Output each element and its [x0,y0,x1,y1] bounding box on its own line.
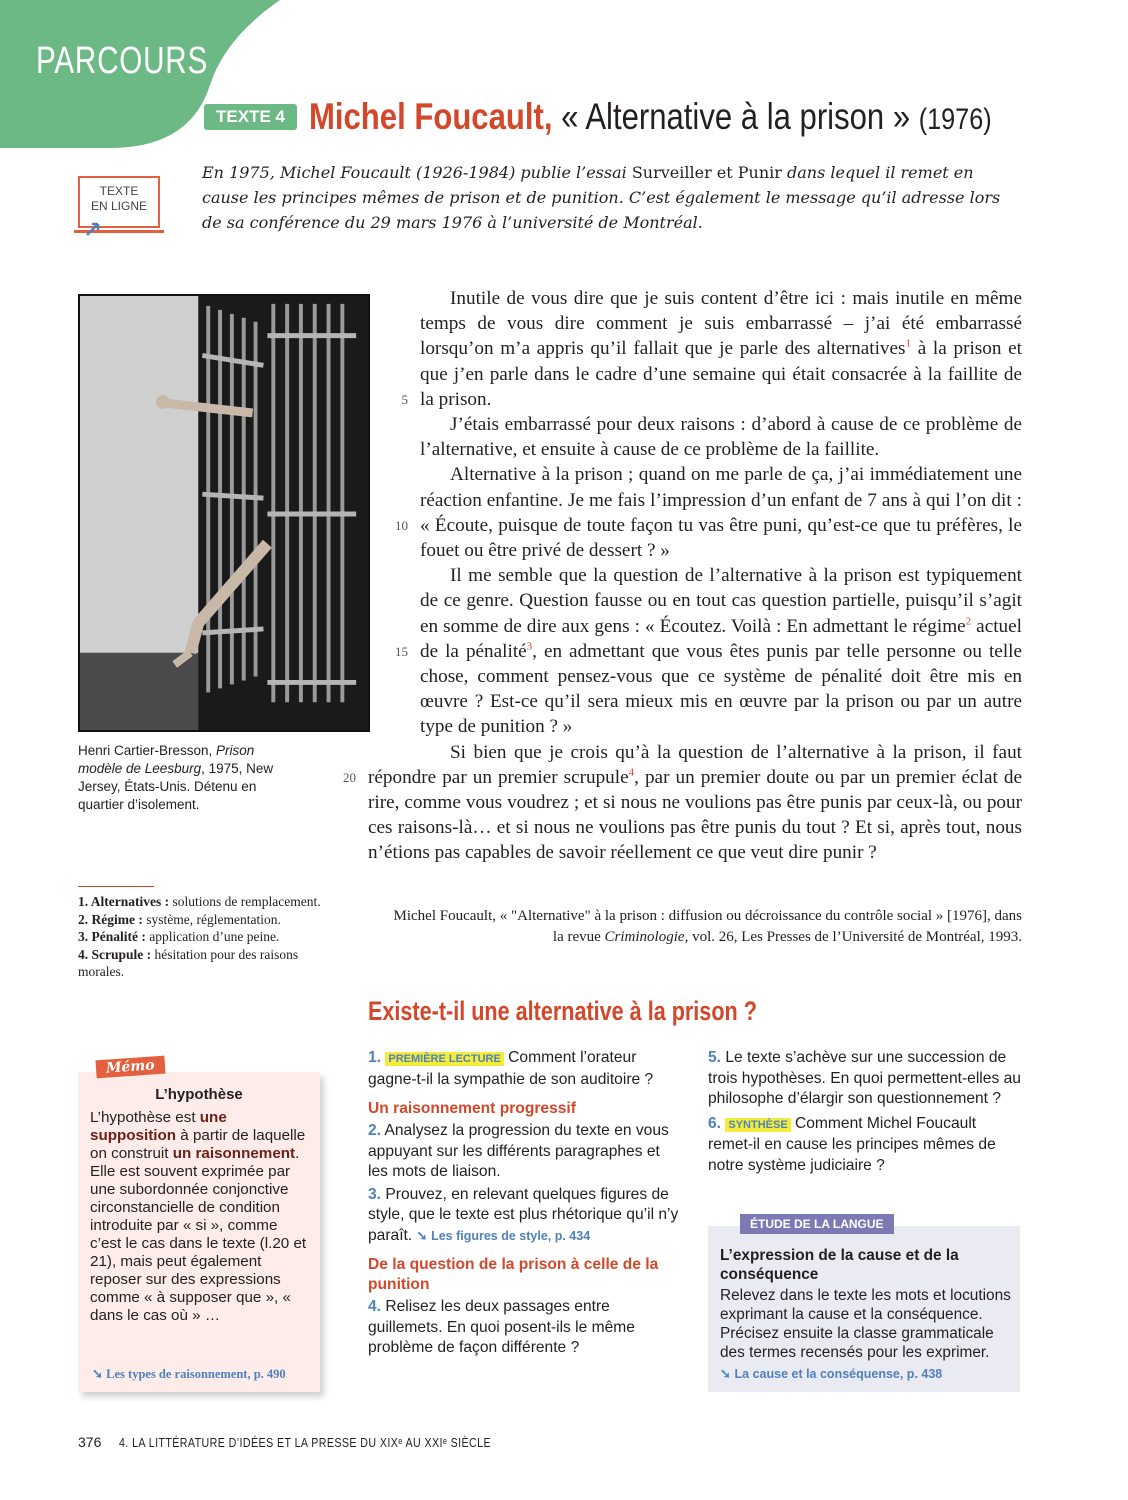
title-year: (1976) [918,103,992,136]
p1-text: Inutile de vous dire que je suis content d’être ici : mais inutile en même temps de vous dire comment je suis embarrassé – j’ai été embarrassé lorsqu’on m’a appris qu’il fallait que je parle des alternatives [420,288,1022,360]
memo-text: à partir de laquelle on construit [90,1127,306,1162]
footnote-term: 1. Alternatives : [78,894,170,909]
question-text: Analysez la progression du texte en vous appuyant sur les différents paragraphes et les mots de liaison. [368,1122,669,1180]
footnote-def: hésitation pour des raisons morales. [78,946,299,979]
paragraph-1 [420,286,1022,412]
source-part1: Michel Foucault, « "Alternative" à la prison : diffusion ou décroissance du contrôle social » [1976], dans la revue [393,908,1022,945]
question-text: Comment l’orateur gagne-t-il la sympathie de son auditoire ? [368,1049,654,1088]
footnote-term: 2. Régime : [78,911,143,927]
question-text: Comment Michel Foucault remet-il en cause les principes mêmes de notre système judiciaire ? [708,1114,996,1174]
etude-title: L’expression de la cause et de la conséquence [720,1247,959,1283]
title-work: « Alternative à la prison » [561,96,911,137]
footnote-item [78,928,328,946]
memo-tag: Mémo [95,1056,165,1079]
subheading-raisonnement: Un raisonnement progressif [368,1100,576,1117]
question-6 [708,1114,1022,1177]
p1-text-b: à la prison et que j’en parle dans le cadre d’une semaine qui était consacrée à la faillite de la prison. [420,338,1022,410]
footnote-term: 3. Pénalité : [78,929,146,944]
footnote-def: système, réglementation. [142,911,281,927]
paragraph-4 [420,563,1022,739]
premiere-lecture-tag: PREMIÈRE LECTURE [385,1052,503,1066]
arrow-icon: ➘ [416,1227,432,1243]
link-label: Les types de raisonnement, p. 490 [106,1367,286,1381]
question-text: Relisez les deux passages entre guillemets. En quoi posent-ils le même problème de façon différente ? [368,1298,635,1356]
question-number: 2. [368,1122,382,1139]
footnotes [78,893,328,981]
source-citation [380,906,1022,948]
memo-body [90,1109,312,1325]
source-journal: Criminologie [604,929,685,945]
online-line2: EN LIGNE [90,199,147,213]
intro-paragraph [202,160,1002,235]
footnote-ref[interactable]: 3 [526,640,533,653]
line-number: 5 [401,392,408,407]
cursor-arrow-icon [84,218,104,238]
types-raisonnement-link[interactable] [92,1366,286,1382]
footnote-term: 4. Scrupule : [78,946,152,962]
paragraph-5 [368,740,1022,866]
footnote-ref[interactable]: 4 [628,766,635,779]
memo-text: . Elle est souvent exprimée par une subordonnée conjonctive circonstancielle de condition introduite par « si », comme c’est le cas dans le texte (l.20 et 21), mais peut également reposer sur des expressions comme « à supposer que », « dans le cas où » … [90,1145,307,1324]
caption-author: Henri Cartier-Bresson, [78,743,217,758]
questions-column-1 [368,1046,682,1359]
p5-text-b: , par un premier doute ou par un premier éclat de rire, comme vous voudrez ; et si nous ne voulions pas être punis par ceux-là, ou pour ces raisons-là… et si nous ne voulions pas être punis du tout ? Et si, après tout, nous n’étions pas capables de savoir réellement ce que veut dire punir ? [368,766,1022,864]
p4-text: Il me semble que la question de l’alternative à la prison est typiquement de ce genre. Question fausse ou en tout cas question partielle, puisqu’il s’agit en somme de dire aux gens : « Écoutez. Voilà : En admettant le régime [420,565,1022,637]
arrow-icon: ➘ [720,1366,735,1381]
footnote-item [78,893,328,911]
caption-rest: , 1975, New Jersey, États-Unis. Détenu en quartier d’isolement. [78,761,274,812]
link-label: Les figures de style, p. 434 [431,1228,591,1243]
main-text [368,286,1022,866]
texte-badge: TEXTE 4 [204,104,297,130]
page-title [309,96,992,138]
p4-text-b: actuel de la pénalité [420,615,1022,662]
footnote-def: solutions de remplacement. [169,894,321,909]
figures-de-style-link[interactable] [417,1229,591,1243]
intro-work: Surveiller et Punir [631,163,782,182]
link-label: La cause et la conséquense, p. 438 [734,1367,943,1381]
source-part2: , vol. 26, Les Presses de l’Université de Montréal, 1993. [684,929,1022,945]
questions-column-2 [708,1046,1022,1176]
question-5 [708,1048,1022,1110]
cause-consequence-link[interactable] [720,1364,1014,1384]
memo-bold: une supposition [90,1109,227,1144]
text-header [204,96,1122,138]
etude-body [720,1286,1014,1384]
line-number: 20 [343,770,356,785]
etude-instructions: Relevez dans le texte les mots et locutions exprimant la cause et la conséquence. Précisez ensuite la classe grammaticale des termes recensés pour les exprimer. [720,1287,1011,1361]
footnote-def: application d’une peine. [145,929,280,944]
etude-langue-tag: ÉTUDE DE LA LANGUE [740,1214,894,1234]
title-author: Michel Foucault, [308,96,553,137]
prison-photo [78,294,370,732]
question-text: Le texte s’achève sur une succession de trois hypothèses. En quoi permettent-elles au philosophe d’élargir son questionnement ? [708,1049,1021,1107]
line-number: 10 [395,518,408,533]
question-number: 1. [368,1049,382,1066]
question-4 [368,1297,682,1359]
question-number: 4. [368,1298,382,1315]
parcours-label: PARCOURS [36,40,209,82]
line-number: 15 [395,644,408,659]
memo-title: L’hypothèse [155,1086,243,1103]
prison-photo-illustration [80,296,368,730]
page-footer [78,1434,573,1450]
question-text: Prouvez, en relevant quelques figures de style, que le texte est plus rhétorique qu’il n’y paraît. [368,1185,679,1244]
footnote-ref[interactable]: 2 [965,615,972,628]
footnote-ref[interactable]: 1 [905,338,911,351]
footnote-item [78,946,328,981]
arrow-icon: ➘ [92,1366,107,1381]
intro-part2: dans lequel il remet en cause les principes mêmes de prison et de punition. C’est également le message qu’il adresse lors de sa conférence du 29 mars 1976 à l’université de Montréal. [202,163,1001,232]
online-line1: TEXTE [99,184,139,198]
caption-title: Prison modèle de Leesburg [78,743,255,776]
questions-title: Existe-t-il une alternative à la prison ? [368,996,757,1026]
p5-text: Si bien que je crois qu’à la question de l’alternative à la prison, il faut répondre par un premier scrupule [368,741,1022,788]
paragraph-3: Alternative à la prison ; quand on me parle de ça, j’ai immédiatement une réaction enfantine. Je me fais l’impression d’un enfant de 7 ans à qui l’on dit : « Écoute, puisque de toute façon tu vas être puni, qu’est-ce que tu préfères, le fouet ou être privé de dessert ? » [420,464,1022,562]
question-number: 3. [368,1185,382,1203]
online-text-label [80,184,158,214]
intro-part1: En 1975, Michel Foucault (1926-1984) publie l’essai [202,163,632,182]
question-2 [368,1121,682,1183]
paragraph-2: J’étais embarrassé pour deux raisons : d’abord à cause de ce problème de l’alternative, et ensuite à cause de ce problème de la faillite. [420,414,1022,461]
question-3 [368,1185,682,1247]
subheading-punition: De la question de la prison à celle de la punition [368,1256,659,1293]
question-number: 6. [708,1114,722,1132]
page-number: 376 [78,1434,102,1450]
notes-divider [78,886,154,887]
memo-text: L’hypothèse est [90,1109,200,1126]
photo-caption [78,742,298,814]
question-1 [368,1048,682,1090]
p4-text-c: , en admettant que vous êtes punis par telle personne ou telle chose, comment pensez-vous que ce système de pénalité doit être mis en œuvre ? Est-ce qu’il sera mieux mis en œuvre par la prison ou par un autre type de punition ? » [420,640,1022,738]
chapter-title: 4. LA LITTÉRATURE D’IDÉES ET LA PRESSE DU XIXᵉ AU XXIᵉ SIÈCLE [118,1435,491,1450]
question-number: 5. [708,1049,722,1066]
footnote-item [78,911,328,929]
synthese-tag: SYNTHÈSE [725,1118,790,1132]
memo-bold: un raisonnement [172,1145,296,1162]
